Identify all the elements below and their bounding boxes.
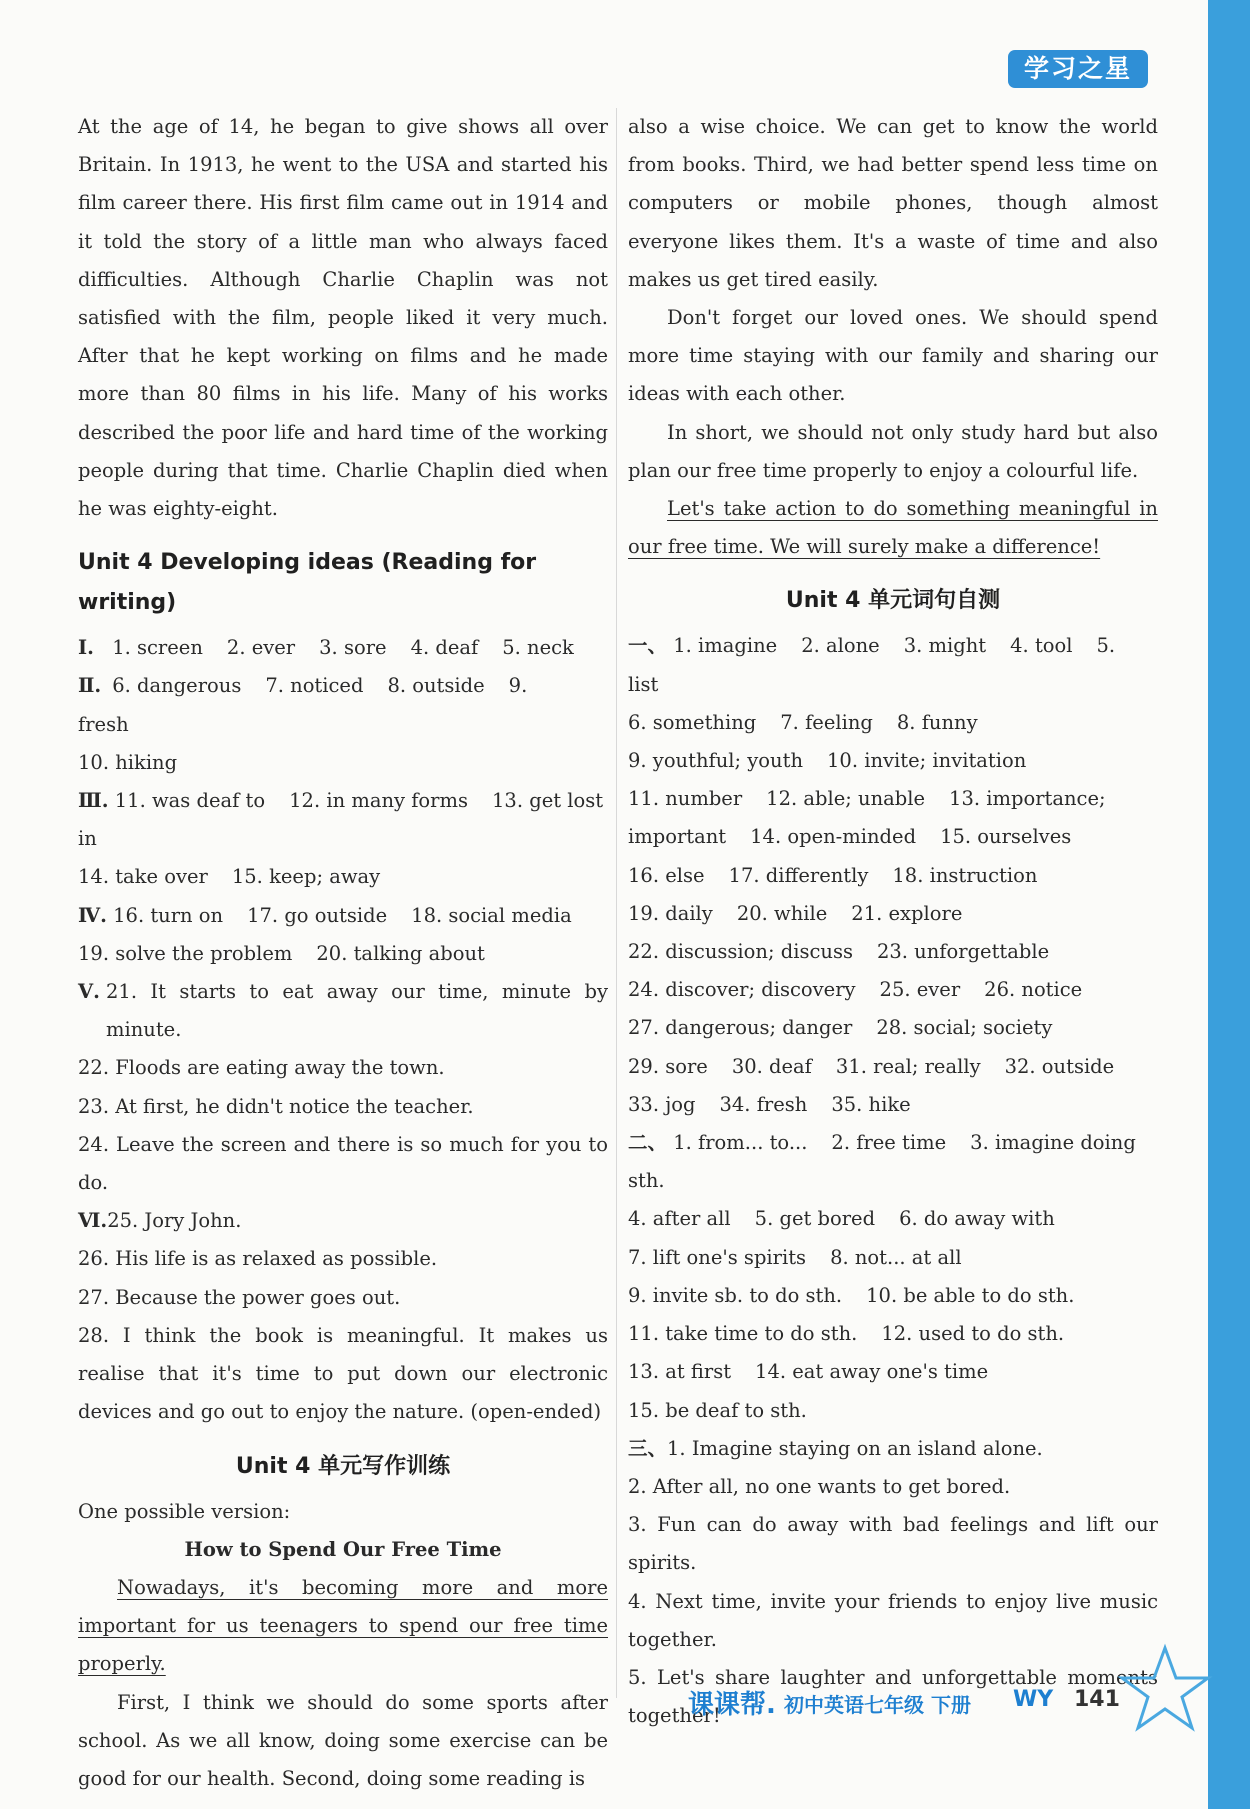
answer-24: 24. Leave the screen and there is so much for you to do. xyxy=(78,1132,608,1195)
vocab-row-3: 9. youthful; youth 10. invite; invitation xyxy=(628,749,1027,773)
answer-23: 23. At first, he didn't notice the teacher. xyxy=(78,1094,474,1118)
vocab-row-5: important 14. open-minded 15. ourselves xyxy=(628,825,1072,849)
footer-subject: 初中英语七年级 下册 xyxy=(784,1693,971,1717)
essay-paragraph-4: Don't forget our loved ones. We should spend more time staying with our family and sharing our ideas with each other. xyxy=(628,306,1158,406)
brand-logo: 学习之星 xyxy=(1008,50,1148,88)
essay-title: How to Spend Our Free Time xyxy=(184,1537,502,1561)
answer-group-4: Ⅳ. 16. turn on 17. go outside 18. social media xyxy=(78,903,572,927)
sentence-row-1: 三、 1. Imagine staying on an island alone. xyxy=(628,1436,1043,1460)
column-divider xyxy=(616,108,617,1698)
star-icon xyxy=(1115,1640,1215,1740)
answer-22: 22. Floods are eating away the town. xyxy=(78,1056,445,1080)
phrase-row-3: 7. lift one's spirits 8. not... at all xyxy=(628,1245,962,1269)
vocab-row-12: 33. jog 34. fresh 35. hike xyxy=(628,1092,911,1116)
phrase-row-5: 11. take time to do sth. 12. used to do sth. xyxy=(628,1322,1065,1346)
side-color-bar xyxy=(1208,0,1250,1809)
sentence-2: 2. After all, no one wants to get bored. xyxy=(628,1474,1011,1498)
essay-paragraph-2: First, I think we should do some sports after school. As we all know, doing some exercise can be good for our health. Second, doing some reading is xyxy=(78,1690,608,1790)
section-title-reading: Unit 4 Developing ideas (Reading for writing) xyxy=(78,550,537,616)
vocab-row-10: 27. dangerous; danger 28. social; society xyxy=(628,1016,1053,1040)
essay-paragraph-5: In short, we should not only study hard but also plan our free time properly to enjoy a colourful life. xyxy=(628,420,1158,482)
vocab-row-8: 22. discussion; discuss 23. unforgettable xyxy=(628,940,1050,964)
page-number: 141 xyxy=(1074,1687,1120,1712)
page-footer xyxy=(688,1676,1120,1726)
answer-28: 28. I think the book is meaningful. It makes us realise that it's time to put down our electronic devices and go out to enjoy the nature. (open-ended) xyxy=(78,1323,608,1424)
vocab-row-1: 一、 1. imagine 2. alone 3. might 4. tool 5. list xyxy=(628,634,1116,696)
essay-paragraph-3: also a wise choice. We can get to know the world from books. Third, we had better spend less time on computers or mobile phones, though almost everyone likes them. It's a waste of time and also makes us get tired easily. xyxy=(628,115,1158,291)
answer-group-3: Ⅲ. 11. was deaf to 12. in many forms 13. get lost in xyxy=(78,789,604,851)
answer-group-1: Ⅰ. 1. screen 2. ever 3. sore 4. deaf 5. neck xyxy=(78,636,574,660)
vocab-row-9: 24. discover; discovery 25. ever 26. notice xyxy=(628,978,1083,1002)
possible-version-label: One possible version: xyxy=(78,1499,291,1523)
story-paragraph: At the age of 14, he began to give shows all over Britain. In 1913, he went to the USA and started his film career there. His first film came out in 1914 and it told the story of a little man who always faced difficulties. Although Charlie Chaplin was not satisfied with the film, people liked it very much. After that he kept working on films and he made more than 80 films in his life. Many of his works described the poor life and hard time of the working people during that time. Charlie Chaplin died when he was eighty-eight. xyxy=(78,115,608,521)
left-column xyxy=(78,108,608,1798)
sentence-3: 3. Fun can do away with bad feelings and lift our spirits. xyxy=(628,1513,1158,1575)
answer-group-3b: 14. take over 15. keep; away xyxy=(78,865,381,889)
essay-paragraph-1: Nowadays, it's becoming more and more important for us teenagers to spend our free time properly. xyxy=(78,1575,608,1676)
answer-group-2b: 10. hiking xyxy=(78,750,178,774)
answer-27: 27. Because the power goes out. xyxy=(78,1285,401,1309)
vocab-row-4: 11. number 12. able; unable 13. importance; xyxy=(628,787,1106,811)
footer-brand: 课课帮. xyxy=(688,1690,776,1720)
phrase-row-6: 13. at first 14. eat away one's time xyxy=(628,1360,989,1384)
answer-group-2: Ⅱ. 6. dangerous 7. noticed 8. outside 9. fresh xyxy=(78,674,528,736)
section-title-writing: Unit 4 单元写作训练 xyxy=(235,1453,451,1479)
answer-group-6: Ⅵ. 25. Jory John. xyxy=(78,1209,242,1233)
answer-group-5: Ⅴ. 21. It starts to eat away our time, minute by minute. xyxy=(78,980,608,1042)
footer-edition: WY xyxy=(1013,1687,1054,1712)
vocab-row-7: 19. daily 20. while 21. explore xyxy=(628,901,963,925)
answer-group-4b: 19. solve the problem 20. talking about xyxy=(78,941,485,965)
vocab-row-6: 16. else 17. differently 18. instruction xyxy=(628,863,1038,887)
essay-paragraph-6: Let's take action to do something meaningful in our free time. We will surely make a difference! xyxy=(628,497,1158,559)
vocab-row-11: 29. sore 30. deaf 31. real; really 32. outside xyxy=(628,1054,1115,1078)
answer-26: 26. His life is as relaxed as possible. xyxy=(78,1247,438,1271)
section-title-vocab: Unit 4 单元词句自测 xyxy=(785,588,1001,614)
phrase-row-2: 4. after all 5. get bored 6. do away with xyxy=(628,1207,1055,1231)
sentence-5: 5. Let's share laughter and unforgettable moments together! xyxy=(628,1665,1158,1728)
vocab-row-2: 6. something 7. feeling 8. funny xyxy=(628,710,978,734)
phrase-row-4: 9. invite sb. to do sth. 10. be able to do sth. xyxy=(628,1283,1075,1307)
sentence-4: 4. Next time, invite your friends to enjoy live music together. xyxy=(628,1589,1158,1651)
phrase-row-7: 15. be deaf to sth. xyxy=(628,1398,807,1422)
right-column xyxy=(628,108,1158,1735)
phrase-row-1: 二、 1. from... to... 2. free time 3. imagine doing sth. xyxy=(628,1131,1136,1193)
